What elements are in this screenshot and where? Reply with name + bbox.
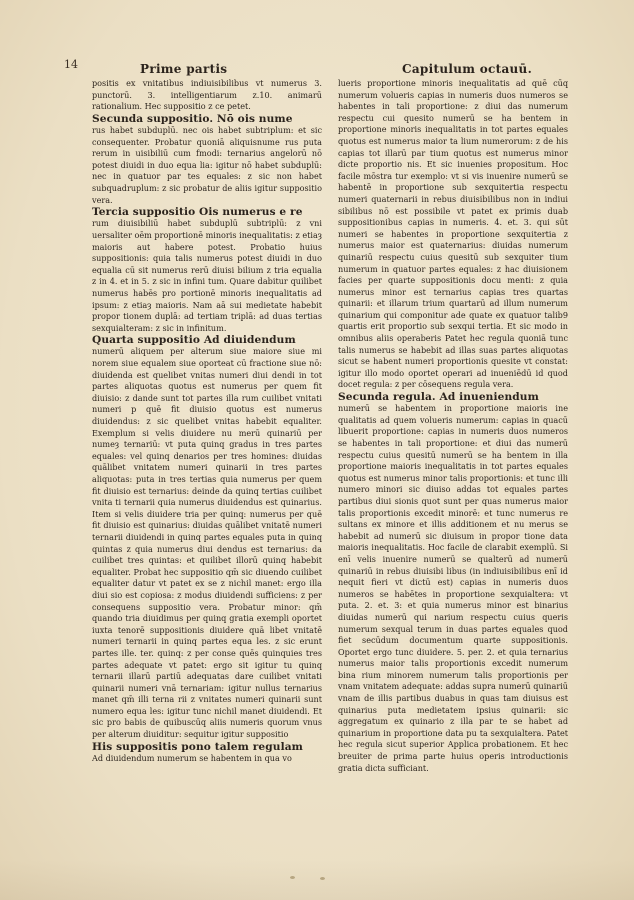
paragraph: positis ex vnitatibus indiuisibilibus vt numerus 3. punctorū. 3. intelligentiarum z.10. animarū rationalium. Hec suppositio z ce petet.	[92, 78, 322, 112]
folio-number: 14	[64, 58, 78, 71]
running-head-left: Prime partis	[140, 62, 228, 76]
paper-shading	[0, 860, 634, 900]
running-head-right: Capitulum octauū.	[402, 62, 533, 76]
paragraph: lueris proportione minoris inequalitatis ad quē cūq numerum volueris capias in numeris duos numeros se habentes in tali proportione: z diui das numerum respectu cui quesito numerū se ha bentem in proportione minoris inequalitatis in tot partes equales quotus est numerus maior ta lium numerorum: z de his capias tot illarū par tium quotus est numerus minor dicte proportio nis. Et sic inuenies propositum. Hoc facile mōstra tur exemplo: vt si vis inuenire numerū se habentē in proportione sub sexquitertia respectu numeri quaternarii in rebus diuisibilibus non in indiui sibilibus nō est possibile vt patet ex primis duab suppositionibus capias in numeris. 4. et. 3. qui sūt numeri se habentes in proportione sexquitertia z numerus maior est quaternarius: diuidas numerum quinariū respectu cuius quesitū sub sexquiter tium numerum in quatuor partes equales: z hac diuisionem facies per quarte suppositionis docu menti: z quia numerus minor est ternarius capias tres quartas quinarii: et illarum trium quartarū ad illum numerum quinarium qui componitur ade quate ex quatuor talib9 quartis erit proportio sub sexqui tertia. Et sic modo in omnibus aliis operaberis Patet hec regula quoniā tunc talis numerus se habebit ad illas suas partes aliquotas sicut se habent numeri proportionis quesite vt constat: igitur illo modo oportet operari ad inueniēdū id quod docet regula: z per cōsequens regula vera.	[338, 78, 568, 390]
section-heading: Quarta suppositio Ad diuidendum	[92, 334, 296, 347]
paragraph: numerū se habentem in proportione maioris ine qualitatis ad quem volueris numerum: capias in quacū libuerit proportione: capias in numeris duos numeros se habentes in tali proportione: et diui das numerū respectu cuius quesitū numerū se ha bentem in illa proportione maioris inequalitatis in tot partes equales quotus est numerus minor talis proportionis: et tunc illi numero minori sic diuiso addas tot equales partes partibus diui sionis quot sunt per quas numerus maior talis proportionis excedit minorē: et tunc numerus re sultans ex minore et illis additionem et nu merus se habebit ad numerū sic diuisum in propor tione data maioris inequalitatis. Hoc facile de clarabit exemplū. Si enī velis inuenire numerū se qualterū ad numerū quinariū in rebus diuisibi libus (in indiuisibilibus enī id nequit fieri vt dictū est) capias in numeris duos numeros se habētes in proportione sexquialtera: vt puta. 2. et. 3: et quia numerus minor est binarius diuidas numerū qui narium respectu cuius queris numerum sexqual terum in duas partes equales quod fiet secūdum documentum quarte suppositionis. Oportet ergo tunc diuidere. 5. per. 2. et quia ternarius numerus maior talis proportionis excedit numerum bina rium minorem numerum talis proportionis per vnam vnitatem adequate: addas supra numerū quinariū vnam de illis partibus duabus in quas tam diuisus est quinarius puta medietatem ipsius quinarii: sic aggregatum ex quinario z illa par te se habet ad quinarium in proportione data pu ta sexquialtera. Patet hec regula sicut superior Applica probationem. Et hec breuiter de prima parte huius operis introductionis gratia dicta sufficiant.	[338, 403, 568, 773]
section-heading: His suppositis pono talem regulam	[92, 740, 303, 753]
section-heading: Secunda suppositio. Nō ois nume	[92, 112, 293, 125]
right-column	[338, 78, 568, 774]
paragraph: rum diuisibiliū habet subduplū subtriplū: z vni uersaliter oēm proportionē minoris inequalitatis: z etiaȝ maioris aut habere potest. Probatio huius suppositionis: quia talis numerus potest diuidi in duo equalia cū sit numerus rerū diuisi bilium z tria equalia z in 4. et in 5. z sic in infini tum. Quare dabitur quilibet numerus habēs pro portionē minoris inequalitatis ad ipsum: z etiaȝ maioris. Nam aā sui medietate habebit propor tionem duplā: ad tertiam triplā: ad duas tertias sexquialteram: z sic in infinitum.	[92, 218, 322, 333]
paragraph: Ad diuidendum numerum se habentem in qua vo	[92, 752, 292, 763]
paragraph: numerū aliquem per alterum siue maiore siue mi norem siue equalem siue oporteat cū fractione siue nō: diuidenda est quelibet vnitas numeri diui dendi in tot partes aliquotas quotus est numerus per quem fit diuisio: z dande sunt tot partes illa rum cuilibet vnitati numeri p quē fit diuisio quotus est numerus diuidendus: z sic quelibet vnitas habebit equaliter. Exemplum si velis diuidere nu merū quinariū per numeȝ ternariū: vt puta quinq gradus in tres partes equales: vel quinq denarios per tres homines: diuidas quālibet vnitatem numeri quinarii in tres partes aliquotas: puta in tres tertias quia numerus per quem fit diuisio est ternarius: deinde da quinq tertias cuilibet vnita ti ternarii quia numerus diuidendus est quinarius. Item si velis diuidere tria per quinq: numerus per quē fit diuisio est quinarius: diuidas quālibet vnitatē numeri ternarii diuidendi in quinq partes equales puta in quinq quintas z quia numerus diui dendus est ternarius: da cuilibet tres quintas: et quilibet illorū quinq habebit equaliter. Probat hec suppositio qm̄ sic diuendo cuilibet equaliter datur vt patet ex se z nichil manet: ergo illa diui sio est copiosa: z modus diuidendi sufficiens: z per consequens suppositio vera. Probatur minor: qm̄ quando tria diuidimus per quinq gratia exempli oportet iuxta tenorē suppositionis diuidere quā libet vnitatē numeri ternarii in quinq partes equa les. z sic erunt partes ille. ter. quinq: z per conse quēs quinquies tres partes adequate vt patet: ergo sit igitur tu quinq ternarii illarū partiū adequatas dare cuilibet vnitati quinarii numeri vnā ternariam: igitur nullus ternarius manet qm̄ illi terna rii z vnitates numeri quinarii sunt numero equa les: igitur tunc nichil manet diuidendi. Et sic pro babis de quibuscūq aliis numeris quorum vnus per alterum diuiditur: sequitur igitur suppositio	[92, 346, 322, 740]
section-heading: Tercia suppositio Ois numerus e re	[92, 206, 303, 219]
section-heading: Secunda regula. Ad inueniendum	[338, 391, 539, 404]
left-column	[92, 78, 322, 764]
paragraph: rus habet subduplū. nec ois habet subtriplum: et sic consequenter. Probatur quoniā aliquisnume rus puta rerum in uisibiliū cum fmodi: ternarius angelorū nō potest diuidi in duo equa lia: igitur nō habet subduplū: nec in quatuor par tes equales: z sic non habet subquadruplum: z sic probatur de aliis igitur suppositio vera.	[92, 124, 322, 205]
